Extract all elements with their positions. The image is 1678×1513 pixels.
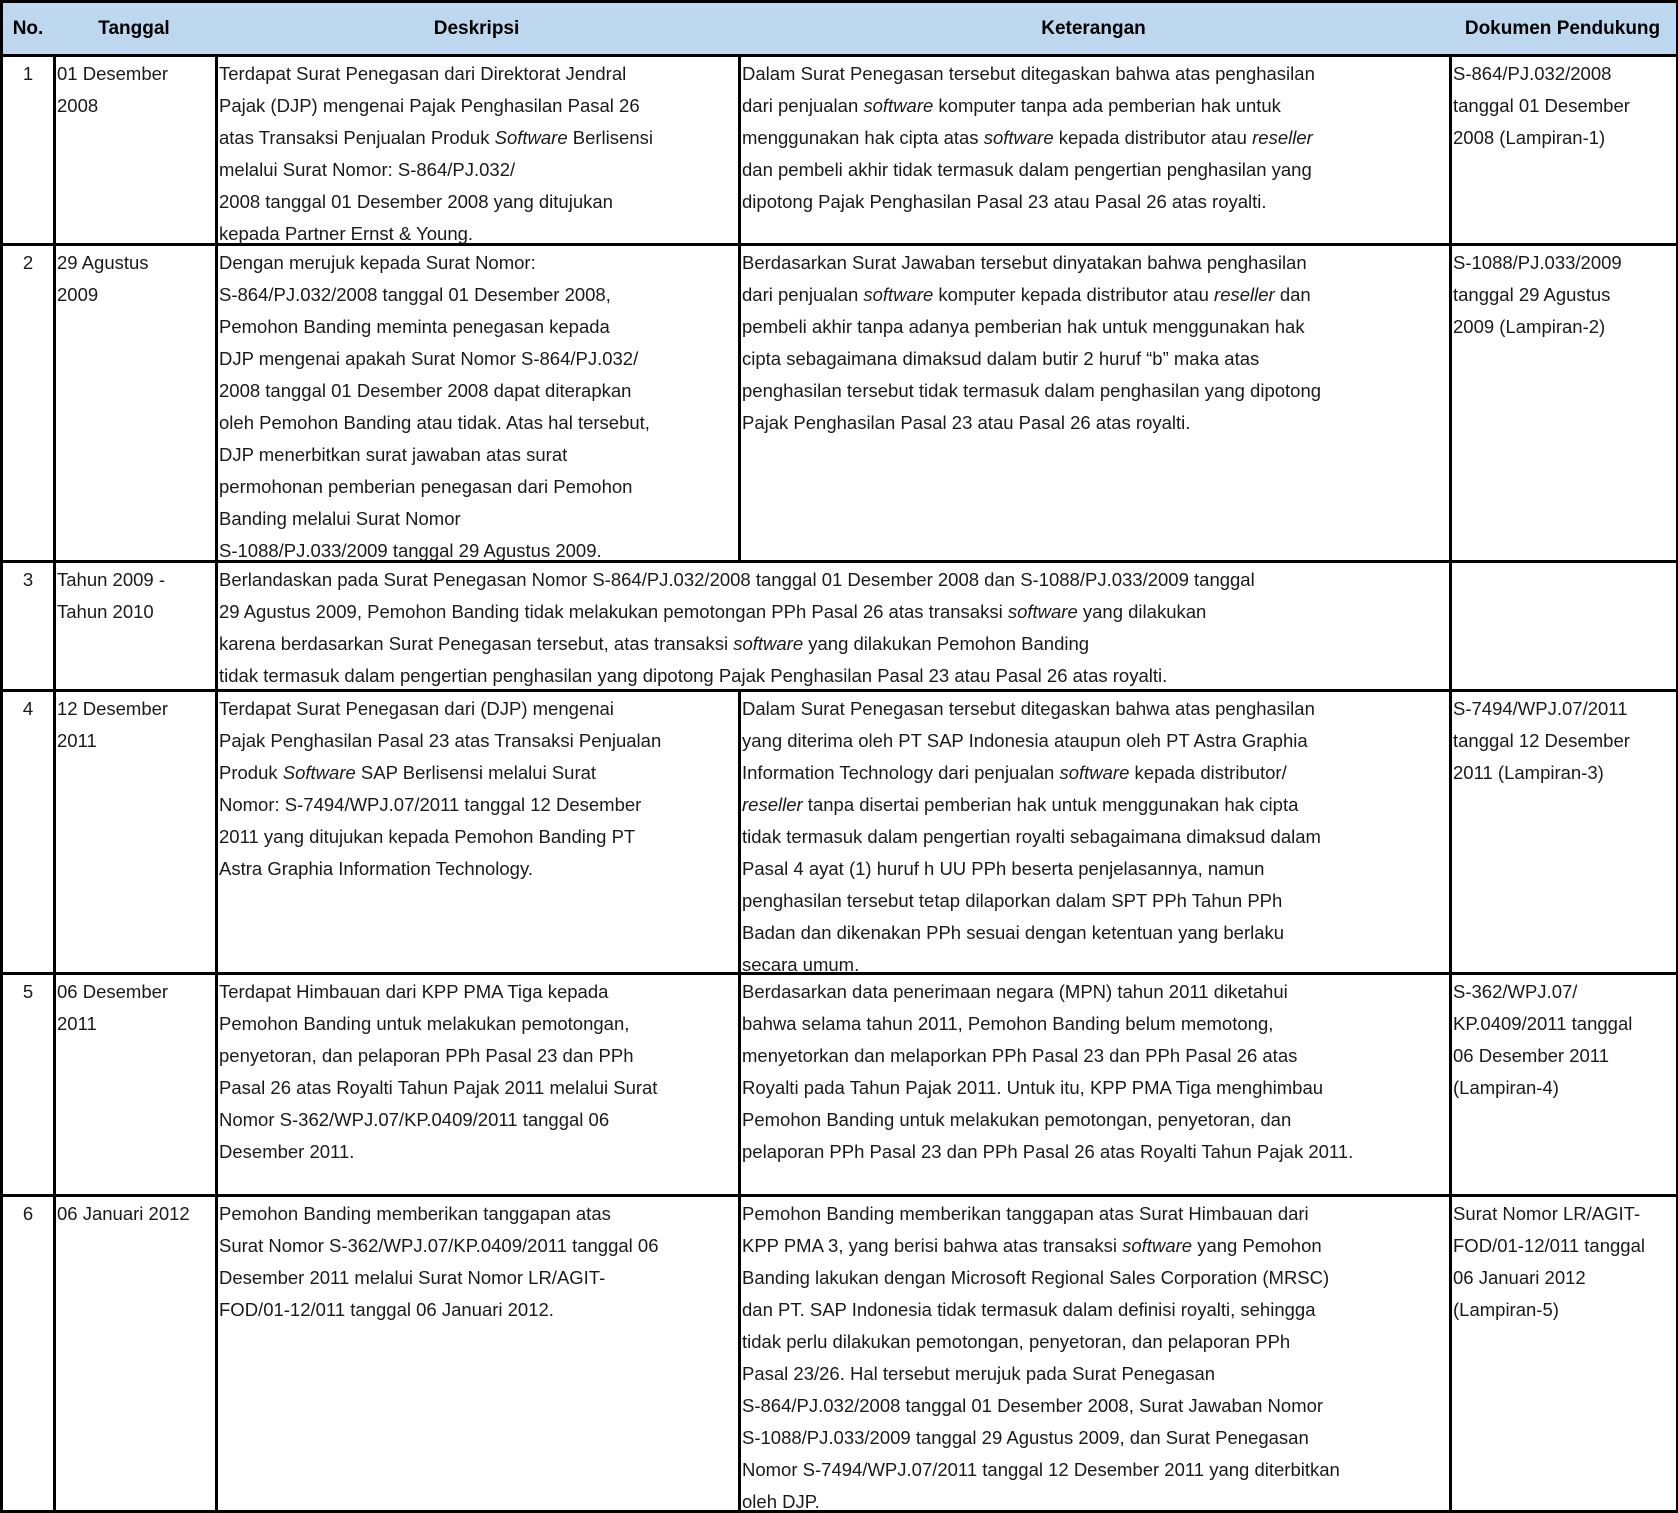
text-line: cipta sebagaimana dimaksud dalam butir 2 huruf “b” maka atas — [742, 348, 1260, 369]
text-line: Nomor S-362/WPJ.07/KP.0409/2011 tanggal 06 — [219, 1109, 610, 1130]
text-line: kepada Partner Ernst & Young. — [219, 223, 474, 244]
text-line: 4 — [22, 698, 34, 719]
column-header-label: Keterangan — [1041, 17, 1146, 39]
text-line: dipotong Pajak Penghasilan Pasal 23 atau Pasal 26 atas royalti. — [742, 191, 1267, 212]
text-line: oleh DJP. — [742, 1491, 820, 1512]
text-line: tidak perlu dilakukan pemotongan, penyetoran, dan pelaporan PPh — [742, 1331, 1291, 1352]
text-line: tanggal 01 Desember — [1453, 95, 1630, 116]
text-line: Produk Software SAP Berlisensi melalui Surat — [219, 762, 597, 783]
date-cell — [53, 689, 218, 975]
row-number-cell — [0, 54, 56, 246]
text-line: 06 Januari 2012 — [57, 1203, 190, 1224]
text-line: Pasal 26 atas Royalti Tahun Pajak 2011 melalui Surat — [219, 1077, 658, 1098]
text-line: Banding melalui Surat Nomor — [219, 508, 461, 529]
remarks-cell — [738, 243, 1452, 563]
text-line: Banding lakukan dengan Microsoft Regional Sales Corporation (MRSC) — [742, 1267, 1330, 1288]
text-line: Surat Nomor LR/AGIT- — [1453, 1203, 1641, 1224]
column-header-label: Dokumen Pendukung — [1464, 17, 1661, 39]
text-line: FOD/01-12/011 tanggal 06 Januari 2012. — [219, 1299, 554, 1320]
text-line: Berlandaskan pada Surat Penegasan Nomor S-864/PJ.032/2008 tanggal 01 Desember 2008 dan S-1088/PJ.033/2009 tanggal — [219, 569, 1255, 590]
text-line: Tahun 2010 — [57, 601, 154, 622]
text-line: Pajak Penghasilan Pasal 23 atas Transaksi Penjualan — [219, 730, 662, 751]
text-line: 2009 (Lampiran-2) — [1453, 316, 1606, 337]
text-line: karena berdasarkan Surat Penegasan tersebut, atas transaksi software yang dilakukan Pemohon Banding — [219, 633, 1090, 654]
text-line: Terdapat Himbauan dari KPP PMA Tiga kepada — [219, 981, 609, 1002]
text-line: permohonan pemberian penegasan dari Pemohon — [219, 476, 633, 497]
supporting-document-cell — [1449, 1194, 1678, 1513]
text-line: 2008 tanggal 01 Desember 2008 dapat diterapkan — [219, 380, 632, 401]
text-line: KP.0409/2011 tanggal — [1453, 1013, 1633, 1034]
text-line: (Lampiran-4) — [1453, 1077, 1559, 1098]
text-line: Desember 2011. — [219, 1141, 355, 1162]
text-line: 12 Desember — [57, 698, 169, 719]
column-header-deskripsi — [215, 0, 741, 57]
text-line: bahwa selama tahun 2011, Pemohon Banding belum memotong, — [742, 1013, 1274, 1034]
text-line: DJP mengenai apakah Surat Nomor S-864/PJ.032/ — [219, 348, 639, 369]
text-line: dan pembeli akhir tidak termasuk dalam pengertian penghasilan yang — [742, 159, 1312, 180]
description-cell — [215, 1194, 741, 1513]
text-line: S-1088/PJ.033/2009 — [1453, 252, 1622, 273]
date-cell — [53, 560, 218, 692]
text-line: penyetoran, dan pelaporan PPh Pasal 23 dan PPh — [219, 1045, 634, 1066]
text-line: Pemohon Banding meminta penegasan kepada — [219, 316, 610, 337]
text-line: Astra Graphia Information Technology. — [219, 858, 533, 879]
text-line: 2009 — [57, 284, 99, 305]
text-line: Pajak (DJP) mengenai Pajak Penghasilan Pasal 26 — [219, 95, 640, 116]
text-line: 2 — [22, 252, 34, 273]
text-line: Pajak Penghasilan Pasal 23 atau Pasal 26 atas royalti. — [742, 412, 1191, 433]
text-line: FOD/01-12/011 tanggal — [1453, 1235, 1645, 1256]
text-line: DJP menerbitkan surat jawaban atas surat — [219, 444, 568, 465]
text-line: 06 Desember 2011 — [1453, 1045, 1609, 1066]
text-line: 2008 (Lampiran-1) — [1453, 127, 1606, 148]
row-number-cell — [0, 972, 56, 1197]
text-line: dari penjualan software komputer kepada distributor atau reseller dan — [742, 284, 1311, 305]
column-header-tanggal — [53, 0, 218, 57]
column-header-keterangan — [738, 0, 1452, 57]
text-line: menyetorkan dan melaporkan PPh Pasal 23 dan PPh Pasal 26 atas — [742, 1045, 1298, 1066]
text-line: yang diterima oleh PT SAP Indonesia ataupun oleh PT Astra Graphia — [742, 730, 1308, 751]
text-line: 2011 yang ditujukan kepada Pemohon Banding PT — [219, 826, 636, 847]
text-line: Nomor: S-7494/WPJ.07/2011 tanggal 12 Desember — [219, 794, 642, 815]
text-line: 1 — [22, 63, 34, 84]
text-line: Pemohon Banding untuk melakukan pemotongan, — [219, 1013, 630, 1034]
text-line: melalui Surat Nomor: S-864/PJ.032/ — [219, 159, 516, 180]
text-line: S-864/PJ.032/2008 tanggal 01 Desember 2008, — [219, 284, 611, 305]
remarks-cell — [738, 972, 1452, 1197]
description-cell — [215, 972, 741, 1197]
text-line: 01 Desember — [57, 63, 169, 84]
column-header-label: No. — [12, 17, 44, 39]
text-line: Berdasarkan Surat Jawaban tersebut dinyatakan bahwa penghasilan — [742, 252, 1307, 273]
row-number-cell — [0, 243, 56, 563]
text-line: Berdasarkan data penerimaan negara (MPN) tahun 2011 diketahui — [742, 981, 1288, 1002]
text-line: S-7494/WPJ.07/2011 — [1453, 698, 1628, 719]
column-header-no — [0, 0, 56, 57]
text-line: secara umum. — [742, 954, 860, 975]
row-number-cell — [0, 689, 56, 975]
text-line: oleh Pemohon Banding atau tidak. Atas hal tersebut, — [219, 412, 650, 433]
date-cell — [53, 243, 218, 563]
text-line: Royalti pada Tahun Pajak 2011. Untuk itu, KPP PMA Tiga menghimbau — [742, 1077, 1324, 1098]
text-line: Nomor S-7494/WPJ.07/2011 tanggal 12 Desember 2011 yang diterbitkan — [742, 1459, 1340, 1480]
remarks-cell — [738, 1194, 1452, 1513]
row-number-cell — [0, 560, 56, 692]
text-line: Pemohon Banding memberikan tanggapan atas Surat Himbauan dari — [742, 1203, 1309, 1224]
text-line: Terdapat Surat Penegasan dari Direktorat Jendral — [219, 63, 627, 84]
text-line: KPP PMA 3, yang berisi bahwa atas transaksi software yang Pemohon — [742, 1235, 1322, 1256]
text-line: 2008 tanggal 01 Desember 2008 yang ditujukan — [219, 191, 613, 212]
text-line: 29 Agustus 2009, Pemohon Banding tidak melakukan pemotongan PPh Pasal 26 atas transaksi software yang dilakukan — [219, 601, 1207, 622]
text-line: S-864/PJ.032/2008 — [1453, 63, 1612, 84]
text-line: S-864/PJ.032/2008 tanggal 01 Desember 2008, Surat Jawaban Nomor — [742, 1395, 1324, 1416]
text-line: Desember 2011 melalui Surat Nomor LR/AGIT- — [219, 1267, 606, 1288]
text-line: tanggal 29 Agustus — [1453, 284, 1611, 305]
text-line: 6 — [22, 1203, 34, 1224]
text-line: Pasal 4 ayat (1) huruf h UU PPh beserta penjelasannya, namun — [742, 858, 1265, 879]
text-line: menggunakan hak cipta atas software kepada distributor atau reseller — [742, 127, 1313, 148]
text-line: 06 Januari 2012 — [1453, 1267, 1586, 1288]
text-line: pembeli akhir tanpa adanya pemberian hak untuk menggunakan hak — [742, 316, 1305, 337]
text-line: 2011 (Lampiran-3) — [1453, 762, 1604, 783]
text-line: S-1088/PJ.033/2009 tanggal 29 Agustus 2009, dan Surat Penegasan — [742, 1427, 1309, 1448]
text-line: tidak termasuk dalam pengertian royalti sebagaimana dimaksud dalam — [742, 826, 1321, 847]
text-line: dan PT. SAP Indonesia tidak termasuk dalam definisi royalti, sehingga — [742, 1299, 1316, 1320]
text-line: 29 Agustus — [57, 252, 149, 273]
text-line: pelaporan PPh Pasal 23 dan PPh Pasal 26 atas Royalti Tahun Pajak 2011. — [742, 1141, 1354, 1162]
supporting-document-cell — [1449, 972, 1678, 1197]
text-line: reseller tanpa disertai pemberian hak untuk menggunakan hak cipta — [742, 794, 1299, 815]
text-line: 2011 — [57, 730, 97, 751]
row-number-cell — [0, 1194, 56, 1513]
text-line: Terdapat Surat Penegasan dari (DJP) mengenai — [219, 698, 614, 719]
text-line: Pasal 23/26. Hal tersebut merujuk pada Surat Penegasan — [742, 1363, 1216, 1384]
description-cell — [215, 243, 741, 563]
text-line: Pemohon Banding memberikan tanggapan atas — [219, 1203, 611, 1224]
supporting-document-cell — [1449, 243, 1678, 563]
text-line: Surat Nomor S-362/WPJ.07/KP.0409/2011 tanggal 06 — [219, 1235, 659, 1256]
merged-description-cell — [215, 560, 1452, 692]
text-line: Information Technology dari penjualan software kepada distributor/ — [742, 762, 1287, 783]
supporting-document-cell — [1449, 54, 1678, 246]
date-cell — [53, 972, 218, 1197]
text-line: penghasilan tersebut tetap dilaporkan dalam SPT PPh Tahun PPh — [742, 890, 1283, 911]
text-line: 2011 — [57, 1013, 97, 1034]
text-line: (Lampiran-5) — [1453, 1299, 1559, 1320]
text-line: tanggal 12 Desember — [1453, 730, 1630, 751]
text-line: 06 Desember — [57, 981, 169, 1002]
date-cell — [53, 54, 218, 246]
date-cell — [53, 1194, 218, 1513]
text-line: Dengan merujuk kepada Surat Nomor: — [219, 252, 536, 273]
text-line: Dalam Surat Penegasan tersebut ditegaskan bahwa atas penghasilan — [742, 63, 1315, 84]
text-line: 3 — [22, 569, 34, 590]
text-line: atas Transaksi Penjualan Produk Software Berlisensi — [219, 127, 653, 148]
supporting-document-cell — [1449, 560, 1678, 692]
text-line: S-1088/PJ.033/2009 tanggal 29 Agustus 2009. — [219, 540, 602, 561]
remarks-cell — [738, 689, 1452, 975]
column-header-dokumen — [1449, 0, 1678, 57]
text-line: 5 — [22, 981, 34, 1002]
column-header-label: Tanggal — [98, 17, 170, 39]
text-line: Tahun 2009 - — [57, 569, 166, 590]
text-line: S-362/WPJ.07/ — [1453, 981, 1578, 1002]
column-header-label: Deskripsi — [433, 17, 520, 39]
text-line: Dalam Surat Penegasan tersebut ditegaskan bahwa atas penghasilan — [742, 698, 1315, 719]
description-cell — [215, 689, 741, 975]
text-line: Badan dan dikenakan PPh sesuai dengan ketentuan yang berlaku — [742, 922, 1285, 943]
text-line: dari penjualan software komputer tanpa ada pemberian hak untuk — [742, 95, 1281, 116]
text-line: tidak termasuk dalam pengertian penghasilan yang dipotong Pajak Penghasilan Pasal 23 atau Pasal 26 atas royalti. — [219, 665, 1168, 686]
text-line: Pemohon Banding untuk melakukan pemotongan, penyetoran, dan — [742, 1109, 1292, 1130]
remarks-cell — [738, 54, 1452, 246]
description-cell — [215, 54, 741, 246]
text-line: penghasilan tersebut tidak termasuk dalam penghasilan yang dipotong — [742, 380, 1322, 401]
text-line: 2008 — [57, 95, 99, 116]
supporting-document-cell — [1449, 689, 1678, 975]
